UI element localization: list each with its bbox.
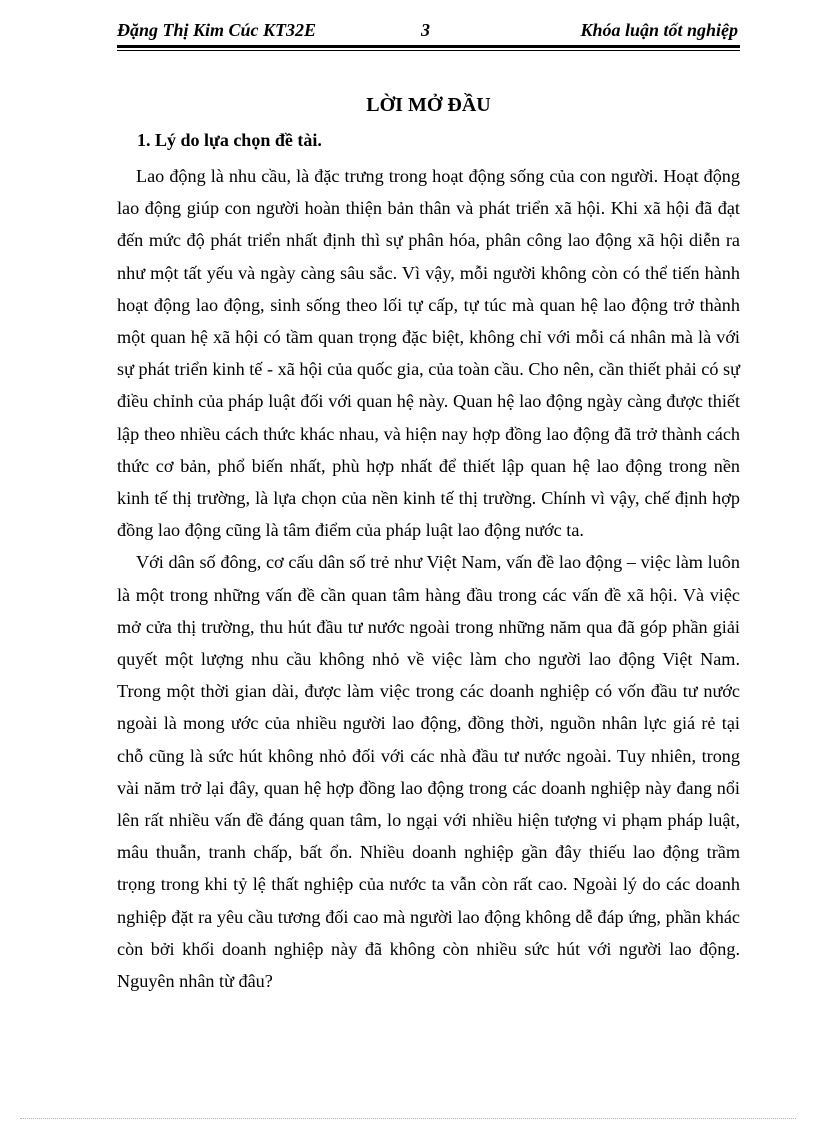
section-heading: 1. Lý do lựa chọn đề tài.	[137, 130, 322, 150]
paragraph-1: Lao động là nhu cầu, là đặc trưng trong hoạt động sống của con người. Hoạt động lao động giúp con người hoàn thiện bản thân và phát triển xã hội. Khi xã hội đã đạt đến mức độ phát triển nhất định thì sự phân hóa, phân công lao động xã hội diễn ra như một tất yếu và ngày càng sâu sắc. Vì vậy, mỗi người không còn có thể tiến hành hoạt động lao động, sinh sống theo lối tự cấp, tự túc mà quan hệ lao động trở thành một quan hệ xã hội có tầm quan trọng đặc biệt, không chỉ với mỗi cá nhân mà là với sự phát triển kinh tế - xã hội của quốc gia, của toàn cầu. Cho nên, cần thiết phải có sự điều chỉnh của pháp luật đối với quan hệ này. Quan hệ lao động ngày càng được thiết lập theo nhiều cách thức khác nhau, và hiện nay hợp đồng lao động đã trở thành cách thức cơ bản, phổ biến nhất, phù hợp nhất để thiết lập quan hệ lao động trong nền kinh tế thị trường, là lựa chọn của nền kinh tế thị trường. Chính vì vậy, chế định hợp đồng lao động cũng là tâm điểm của pháp luật lao động nước ta.	[117, 166, 740, 541]
header-doc-type: Khóa luận tốt nghiệp	[580, 20, 738, 40]
header-page-number: 3	[421, 20, 430, 40]
header-rule-thin	[117, 50, 740, 51]
paragraph-2: Với dân số đông, cơ cấu dân số trẻ như Việt Nam, vấn đề lao động – việc làm luôn là một trong những vấn đề cần quan tâm hàng đầu trong các vấn đề xã hội. Và việc mở cửa thị trường, thu hút đầu tư nước ngoài trong những năm qua đã góp phần giải quyết một lượng nhu cầu không nhỏ về việc làm cho người lao động Việt Nam. Trong một thời gian dài, được làm việc trong các doanh nghiệp có vốn đầu tư nước ngoài là mong ước của nhiều người lao động, đồng thời, nguồn nhân lực giá rẻ tại chỗ cũng là sức hút không nhỏ đối với các nhà đầu tư nước ngoài. Tuy nhiên, trong vài năm trở lại đây, quan hệ hợp đồng lao động trong các doanh nghiệp này đang nổi lên rất nhiều vấn đề đáng quan tâm, lo ngại với nhiều hiện tượng vi phạm pháp luật, mâu thuẫn, tranh chấp, bất ổn. Nhiều doanh nghiệp gần đây thiếu lao động trầm trọng trong khi tỷ lệ thất nghiệp của nước ta vẫn còn rất cao. Ngoài lý do các doanh nghiệp đặt ra yêu cầu tương đối cao mà người lao động không dễ đáp ứng, phần khác còn bởi khối doanh nghiệp này đã không còn nhiều sức hút với người lao động. Nguyên nhân từ đâu?	[117, 552, 740, 992]
header-author: Đặng Thị Kim Cúc KT32E	[117, 20, 317, 40]
footer-divider	[20, 1118, 796, 1119]
header-rule-thick	[117, 45, 740, 48]
page-header	[117, 18, 740, 44]
body-text	[117, 160, 740, 997]
page-title: LỜI MỞ ĐẦU	[366, 94, 491, 116]
